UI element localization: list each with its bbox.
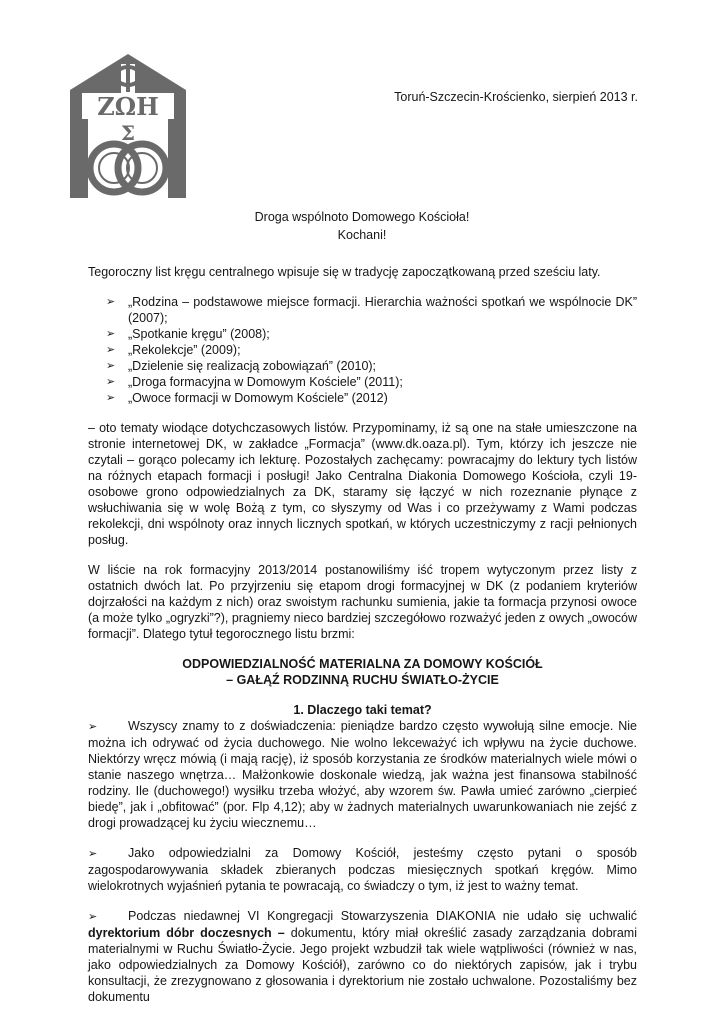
letter-title-line-2: – GAŁĄŹ RODZINNĄ RUCHU ŚWIATŁO-ŻYCIE (226, 673, 499, 687)
arrowhead-bullet-icon: ➢ (106, 296, 116, 308)
arrowhead-bullet-icon: ➢ (106, 328, 116, 340)
arrowhead-bullet-icon: ➢ (106, 376, 116, 388)
svg-text:ΖΩΗ: ΖΩΗ (97, 92, 159, 121)
paragraph-this-year: W liście na rok formacyjny 2013/2014 postanowiliśmy iść tropem wytyczonym przez listy z ostatnich dwóch lat. Po przyjrzeniu się etapom drogi formacyjnej w DK (z podaniem kryteriów dojrzałości na każdym z nich) oraz swoistym rachunku sumienia, jakie ta formacja przynosi owoce (a może tylko „ogryzki”?), pragniemy nieco bardziej szczegółowo rozważyć jeden z owych „owoców formacji”. Dlatego tytuł tegorocznego listu brzmi: (88, 563, 637, 641)
place-date: Toruń-Szczecin-Krościenko, sierpień 2013 r. (394, 90, 638, 104)
paragraph-previous-letters: – oto tematy wiodące dotychczasowych listów. Przypominamy, iż są one na stałe umieszczone na stronie internetowej DK, w zakładce „Formacja” (www.dk.oaza.pl). Tym, którzy ich jeszcze nie czytali – gorąco polecamy ich lekturę. Pozostałych zachęcamy: powracajmy do lektury tych listów na różnych etapach formacji i posługi! Jako Centralna Diakonia Domowego Kościoła, czyli 19-osobowe grono odpowiedzialnych za DK, staramy się łączyć w nich rozeznanie płynące z wsłuchiwania się w wolę Bożą z tym, co słyszymy od Was i co przeżywamy z Wami podczas rekolekcji, dni wspólnoty oraz innych licznych spotkań, w których uczestniczymy z racji pełnionych posług. (88, 421, 637, 547)
section-1-title: 1. Dlaczego taki temat? (293, 703, 432, 717)
section-1-bullet-1: ➢ Wszyscy znamy to z doświadczenia: pieniądze bardzo często wywołują silne emocje. Nie można ich odrywać od życia duchowego. Nie wolno lekceważyć ich wpływu na życie duchowe. Niektórzy wręcz mówią (i mają rację), iż sposób korzystania ze środków materialnych wiele mówi o stanie naszego wnętrza… Małżonkowie doskonale wiedzą, jak ważna jest finansowa stabilność rodziny. Ile (duchowego!) wysiłku trzeba włożyć, aby wzorem św. Pawła umieć zarówno „cierpieć biedę”, jak i „obfitować” (por. Flp 4,12); aby w żadnych materialnych uwarunkowaniach nie zejść z drogi prowadzącej ku życiu wiecznemu… (88, 719, 637, 830)
intro-paragraph: Tegoroczny list kręgu centralnego wpisuje się w tradycję zapoczątkowaną przed sześciu laty. (88, 265, 601, 279)
letter-body (88, 264, 637, 1005)
list-item: ➢ „Rekolekcje” (2009); (106, 343, 241, 357)
list-item: ➢ „Owoce formacji w Domowym Kościele” (2012) (106, 391, 388, 405)
section-1-bullet-3: ➢ Podczas niedawnej VI Kongregacji Stowarzyszenia DIAKONIA nie udało się uchwalić dyrektorium dóbr doczesnych – dokumentu, który miał określić zasady zarządzania dobrami materialnymi w Ruchu Światło-Życie. Jego projekt wzbudził tak wiele wątpliwości (również w nas, jako odpowiedzialnych za Domowy Kościół), zarówno co do niektórych zapisów, jak i trybu konsultacji, że zrezygnowano z głosowania i dyrektorium nie zostało uchwalone. Pozostaliśmy bez dokumentu (88, 909, 637, 1004)
topics-list (88, 294, 637, 406)
section-1-bullet-2: ➢ Jako odpowiedzialni za Domowy Kościół, jesteśmy często pytani o sposób zagospodarowywania składek zbieranych podczas miesięcznych spotkań kręgów. Mimo wielokrotnych wyjaśnień pytania te powracają, co świadczy o tym, iż jest to ważny temat. (88, 846, 637, 893)
list-item: ➢ „Droga formacyjna w Domowym Kościele” (2011); (106, 375, 403, 389)
arrowhead-bullet-icon: ➢ (88, 721, 98, 733)
letter-title-line-1: ODPOWIEDZIALNOŚĆ MATERIALNA ZA DOMOWY KOŚCIÓŁ (182, 657, 543, 671)
list-item: ➢ „Rodzina – podstawowe miejsce formacji. Hierarchia ważności spotkań we wspólnocie DK” (2007); (106, 295, 637, 325)
logo-graphic (64, 50, 192, 200)
arrowhead-bullet-icon: ➢ (106, 360, 116, 372)
list-item: ➢ „Dzielenie się realizacją zobowiązań” (2010); (106, 359, 377, 373)
zoe-logo (64, 50, 192, 200)
salutation-line-1: Droga wspólnoto Domowego Kościoła! (254, 210, 470, 224)
arrowhead-bullet-icon: ➢ (88, 848, 98, 860)
arrowhead-bullet-icon: ➢ (106, 392, 116, 404)
arrowhead-bullet-icon: ➢ (88, 911, 98, 923)
bold-phrase: dyrektorium dóbr doczesnych – (88, 926, 285, 940)
svg-text:Σ: Σ (120, 121, 136, 145)
list-item: ➢ „Spotkanie kręgu” (2008); (106, 327, 270, 341)
salutation-line-2: Kochani! (337, 228, 387, 242)
arrowhead-bullet-icon: ➢ (106, 344, 116, 356)
